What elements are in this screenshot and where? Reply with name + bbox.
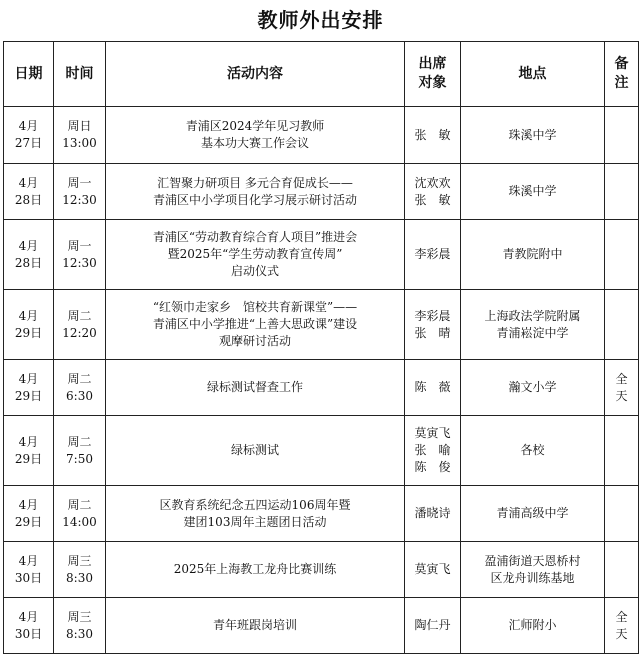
location-cell: 上海政法学院附属 青浦崧淀中学 — [461, 290, 605, 360]
attendee-cell: 李彩晨 张 晴 — [405, 290, 461, 360]
time-cell: 周二 12:20 — [54, 290, 106, 360]
time-cell: 周二 7:50 — [54, 416, 106, 486]
attendee-cell: 张 敏 — [405, 107, 461, 164]
location-cell: 瀚文小学 — [461, 360, 605, 416]
activity-cell: “红领巾走家乡 馆校共育新课堂”—— 青浦区中小学推进“上善大思政课”建设 观摩研讨活动 — [106, 290, 405, 360]
location-cell: 珠溪中学 — [461, 107, 605, 164]
activity-cell: 绿标测试督查工作 — [106, 360, 405, 416]
table-row — [4, 542, 639, 598]
location-cell: 盈浦街道天恩桥村 区龙舟训练基地 — [461, 542, 605, 598]
activity-cell: 青浦区2024学年见习教师 基本功大赛工作会议 — [106, 107, 405, 164]
activity-cell: 青年班跟岗培训 — [106, 598, 405, 654]
note-cell: 全 天 — [605, 598, 639, 654]
header-date: 日期 — [4, 42, 54, 107]
location-cell: 汇师附小 — [461, 598, 605, 654]
time-cell: 周日 13:00 — [54, 107, 106, 164]
time-cell: 周三 8:30 — [54, 542, 106, 598]
location-cell: 青浦高级中学 — [461, 486, 605, 542]
date-cell: 4月 29日 — [4, 290, 54, 360]
note-cell — [605, 486, 639, 542]
table-row — [4, 598, 639, 654]
header-attendee: 出席 对象 — [405, 42, 461, 107]
table-row — [4, 416, 639, 486]
attendee-cell: 陶仁丹 — [405, 598, 461, 654]
header-note: 备 注 — [605, 42, 639, 107]
note-cell — [605, 164, 639, 220]
attendee-cell: 李彩晨 — [405, 220, 461, 290]
table-row — [4, 290, 639, 360]
header-time: 时间 — [54, 42, 106, 107]
date-cell: 4月 29日 — [4, 486, 54, 542]
time-cell: 周二 14:00 — [54, 486, 106, 542]
date-cell: 4月 30日 — [4, 542, 54, 598]
attendee-cell: 莫寅飞 — [405, 542, 461, 598]
activity-cell: 汇智聚力研项目 多元合育促成长—— 青浦区中小学项目化学习展示研讨活动 — [106, 164, 405, 220]
time-cell: 周一 12:30 — [54, 164, 106, 220]
header-location: 地点 — [461, 42, 605, 107]
attendee-cell: 沈欢欢 张 敏 — [405, 164, 461, 220]
time-cell: 周三 8:30 — [54, 598, 106, 654]
activity-cell: 绿标测试 — [106, 416, 405, 486]
table-row — [4, 164, 639, 220]
table-row — [4, 486, 639, 542]
table-row — [4, 107, 639, 164]
attendee-cell: 莫寅飞 张 喻 陈 俊 — [405, 416, 461, 486]
attendee-cell: 潘晓诗 — [405, 486, 461, 542]
date-cell: 4月 29日 — [4, 416, 54, 486]
location-cell: 珠溪中学 — [461, 164, 605, 220]
note-cell — [605, 220, 639, 290]
header-activity: 活动内容 — [106, 42, 405, 107]
note-cell — [605, 107, 639, 164]
date-cell: 4月 28日 — [4, 164, 54, 220]
time-cell: 周一 12:30 — [54, 220, 106, 290]
date-cell: 4月 27日 — [4, 107, 54, 164]
date-cell: 4月 28日 — [4, 220, 54, 290]
activity-cell: 区教育系统纪念五四运动106周年暨 建团103周年主题团日活动 — [106, 486, 405, 542]
attendee-cell: 陈 薇 — [405, 360, 461, 416]
page-title: 教师外出安排 — [257, 8, 384, 32]
location-cell: 各校 — [461, 416, 605, 486]
note-cell — [605, 416, 639, 486]
note-cell: 全 天 — [605, 360, 639, 416]
date-cell: 4月 29日 — [4, 360, 54, 416]
table-row — [4, 360, 639, 416]
header-row — [4, 42, 639, 107]
table-row — [4, 220, 639, 290]
note-cell — [605, 542, 639, 598]
location-cell: 青教院附中 — [461, 220, 605, 290]
date-cell: 4月 30日 — [4, 598, 54, 654]
time-cell: 周二 6:30 — [54, 360, 106, 416]
activity-cell: 青浦区“劳动教育综合育人项目”推进会 暨2025年“学生劳动教育宣传周” 启动仪式 — [106, 220, 405, 290]
note-cell — [605, 290, 639, 360]
activity-cell: 2025年上海教工龙舟比赛训练 — [106, 542, 405, 598]
schedule-table — [3, 41, 639, 654]
